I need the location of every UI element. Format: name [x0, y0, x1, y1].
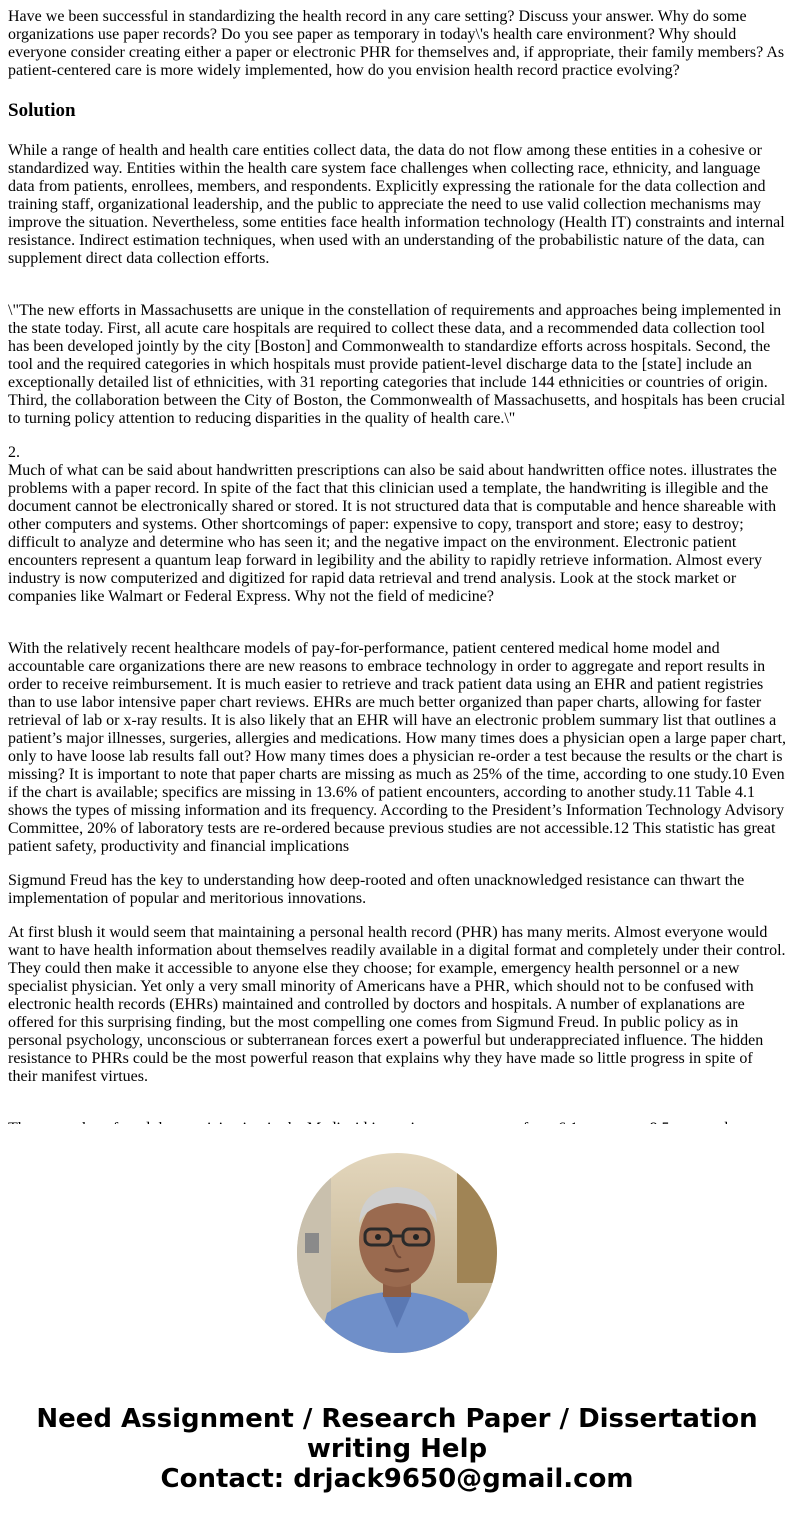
promo-line-2: writing Help: [306, 1434, 488, 1464]
promo-contact: Contact: drjack9650@gmail.com: [160, 1464, 634, 1494]
avatar-portrait-icon: [297, 1153, 497, 1353]
paragraph-5: Sigmund Freud has the key to understanding how deep-rooted and often unacknowledged resistance can thwart the implementation of popular and meritorious innovations.: [8, 872, 745, 907]
solution-heading: Solution: [8, 100, 76, 121]
avatar: [297, 1153, 497, 1353]
paragraph-1: While a range of health and health care entities collect data, the data do not flow among these entities in a cohesive or standardized way. Entities within the health care system face challenges when collecting race, ethnicity, and language data from patients, enrollees, members, and respondents. Explicitly expressing the rationale for the data collection and training staff, organizational leadership, and the public to appreciate the need to use valid collection mechanisms may improve the situation. Nevertheless, some entities face health information technology (Health IT) constraints and internal resistance. Indirect estimation techniques, when used with an understanding of the probabilistic nature of the data, can supplement direct data collection efforts.: [8, 142, 785, 267]
question-text: Have we been successful in standardizing the health record in any care setting? Discuss your answer. Why do some organizations use paper records? Do you see paper as temporary in today\'s health care environment? Why should everyone consider creating either a paper or electronic PHR for themselves and, if appropriate, their family members? As patient-centered care is more widely implemented, how do you envision health record practice evolving?: [8, 8, 785, 79]
promo-overlay: [0, 1124, 794, 1523]
paragraph-3: Much of what can be said about handwritten prescriptions can also be said about handwritten office notes. illustrates the problems with a paper record. In spite of the fact that this clinician used a template, the handwriting is illegible and the document cannot be electronically shared or stored. It is not structured data that is computable and hence shareable with other computers and systems. Other shortcomings of paper: expensive to copy, transport and store; easy to destroy; difficult to analyze and determine who has seen it; and the negative impact on the environment. Electronic patient encounters represent a quantum leap forward in legibility and the ability to rapidly retrieve information. Almost every industry is now computerized and digitized for rapid data retrieval and trend analysis. Look at the stock market or companies like Walmart or Federal Express. Why not the field of medicine?: [8, 462, 777, 605]
promo-line-1: Need Assignment / Research Paper / Dissertation: [36, 1404, 758, 1434]
item-number: 2.: [8, 444, 20, 461]
paragraph-2: \"The new efforts in Massachusetts are unique in the constellation of requirements and approaches being implemented in the state today. First, all acute care hospitals are required to collect these data, and a recommended data collection tool has been developed jointly by the city [Boston] and Commonwealth to standardize efforts across hospitals. Second, the tool and the required categories in which hospitals must provide patient-level discharge data to the [state] include an exceptionally detailed list of ethnicities, with 31 reporting categories that include 144 ethnicities or countries of origin. Third, the collaboration between the City of Boston, the Commonwealth of Massachusetts, and hospitals has been crucial to turning policy attention to reducing disparities in the quality of health care.\": [8, 302, 786, 427]
promo-text: [0, 1404, 794, 1494]
answer-document: [8, 8, 786, 1122]
paragraph-4: With the relatively recent healthcare models of pay-for-performance, patient centered medical home model and accountable care organizations there are new reasons to embrace technology in order to aggregate and report results in order to receive reimbursement. It is much easier to retrieve and track patient data using an EHR and patient registries than to use labor intensive paper chart reviews. EHRs are much better organized than paper charts, allowing for faster retrieval of lab or x-ray results. It is also likely that an EHR will have an electronic problem summary list that outlines a patient’s major illnesses, surgeries, allergies and medications. How many times does a physician open a large paper chart, only to have loose lab results fall out? How many times does a physician re-order a test because the results or the chart is missing? It is important to note that paper charts are missing as much as 25% of the time, according to one study.10 Even if the chart is available; specifics are missing in 13.6% of patient encounters, according to another study.11 Table 4.1 shows the types of missing information and its frequency. According to the President’s Information Technology Advisory Committee, 20% of laboratory tests are re-ordered because previous studies are not accessible.12 This statistic has great patient safety, productivity and financial implications: [8, 640, 787, 855]
paragraph-6: At first blush it would seem that maintaining a personal health record (PHR) has many merits. Almost everyone would want to have health information about themselves readily available in a digital format and completely under their control. They could then make it accessible to anyone else they choose; for example, emergency health personnel or a new specialist physician. Yet only a very small minority of Americans have a PHR, which should not to be confused with electronic health records (EHRs) maintained and controlled by doctors and hospitals. A number of explanations are offered for this surprising finding, but the most compelling one comes from Sigmund Freud. In public policy as in personal psychology, unconscious or subterranean forces exert a powerful but underappreciated influence. The hidden resistance to PHRs could be the most powerful reason that explains why they have made so little progress in spite of their manifest virtues.: [8, 924, 786, 1085]
